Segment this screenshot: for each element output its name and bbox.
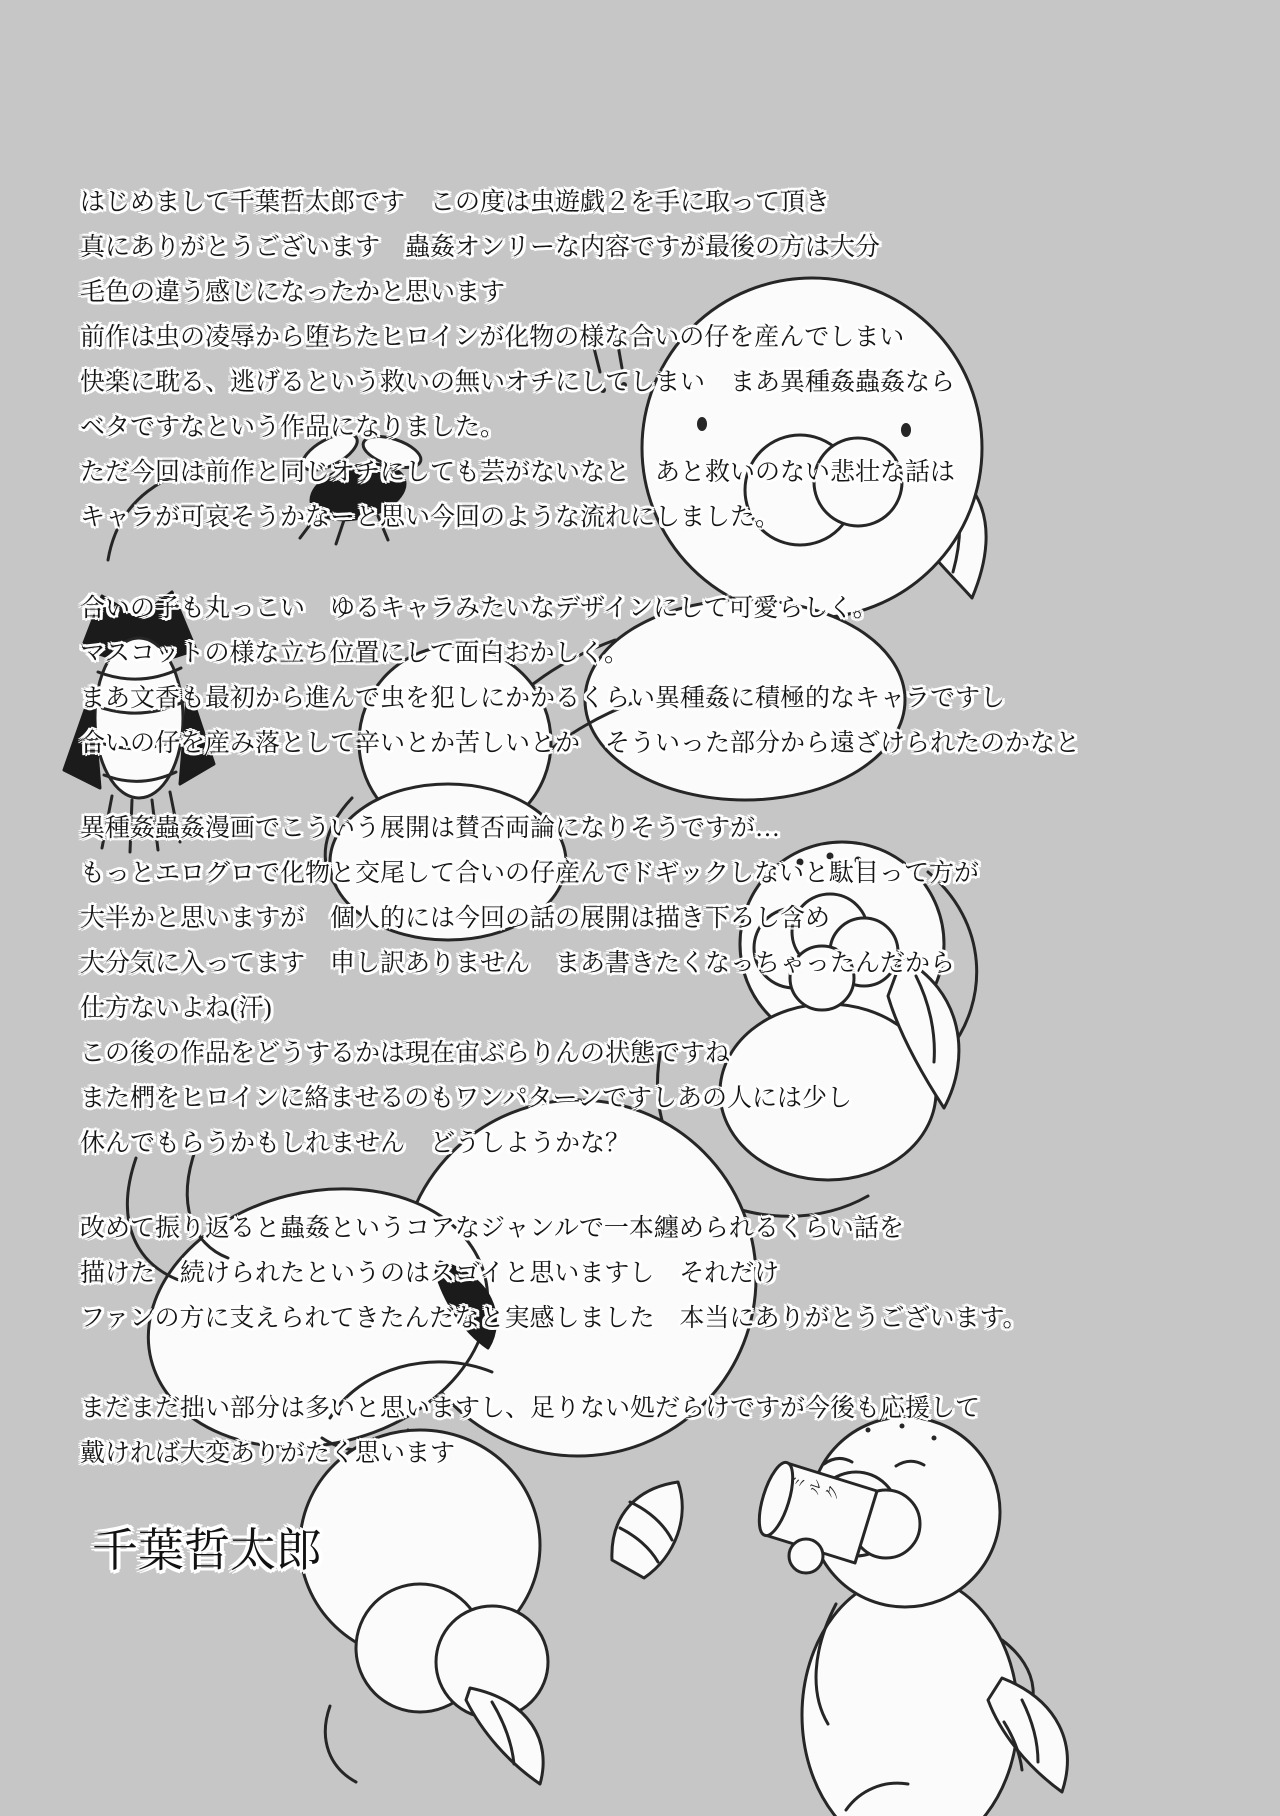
afterword-line: 快楽に耽る、逃げるという救いの無いオチにしてしまい まあ異種姦蟲姦なら (80, 369, 956, 396)
afterword-line: まだまだ拙い部分は多いと思いますし、足りない処だらけですが今後も応援して (80, 1395, 981, 1422)
afterword-line: また椚をヒロインに絡ませるのもワンパターンですしあの人には少し (80, 1085, 853, 1112)
afterword-paragraph-4 (80, 1206, 1028, 1341)
afterword-line: キャラが可哀そうかなーと思い今回のような流れにしました。 (80, 504, 781, 531)
afterword-line: ただ今回は前作と同じオチにしても芸がないなと あと救いのない悲壮な話は (80, 459, 956, 486)
afterword-line: 合いの子も丸っこい ゆるキャラみたいなデザインにして可愛らしく。 (80, 595, 878, 622)
afterword-paragraph-3 (80, 806, 979, 1166)
afterword-line: ベタですなという作品になりました。 (80, 414, 506, 441)
afterword-line: 前作は虫の凌辱から堕ちたヒロインが化物の様な合いの仔を産んでしまい (80, 324, 905, 351)
afterword-line: この後の作品をどうするかは現在宙ぶらりんの状態ですね (80, 1040, 731, 1067)
afterword-line: ファンの方に支えられてきたんだなと実感しました 本当にありがとうございます。 (80, 1305, 1028, 1332)
afterword-paragraph-2 (80, 586, 1080, 766)
afterword-line: 改めて振り返ると蟲姦というコアなジャンルで一本纏められるくらい話を (80, 1215, 904, 1242)
milk-can-label: ミルク (786, 1472, 844, 1505)
author-signature: 千葉哲太郎 (92, 1525, 322, 1576)
afterword-line: 真にありがとうございます 蟲姦オンリーな内容ですが最後の方は大分 (80, 234, 881, 261)
afterword-line: 合いの仔を産み落として辛いとか苦しいとか そういった部分から遠ざけられたのかなと (80, 730, 1081, 757)
afterword-line: 休んでもらうかもしれません どうしようかな？ (80, 1130, 631, 1157)
afterword-line: もっとエログロで化物と交尾して合いの仔産んでドギックしないと駄目って方が (80, 860, 980, 887)
afterword-paragraph-1 (80, 180, 955, 540)
afterword-line: 描けた 続けられたというのはスゴイと思いますし それだけ (80, 1260, 780, 1287)
afterword-line: はじめまして千葉哲太郎です この度は虫遊戯２を手に取って頂き (80, 189, 831, 216)
afterword-line: マスコットの様な立ち位置にして面白おかしく。 (80, 640, 630, 667)
afterword-line: 異種姦蟲姦漫画でこういう展開は賛否両論になりそうですが… (80, 815, 781, 842)
afterword-line: 仕方ないよね(汗) (80, 995, 272, 1022)
afterword-line: まあ文香も最初から進んで虫を犯しにかかるくらい異種姦に積極的なキャラですし (80, 685, 1006, 712)
afterword-line: 毛色の違う感じになったかと思います (80, 279, 506, 306)
afterword-paragraph-5 (80, 1386, 980, 1476)
afterword-line: 大半かと思いますが 個人的には今回の話の展開は描き下ろし含め (80, 905, 831, 932)
afterword-line: 戴ければ大変ありがたく思います (80, 1440, 456, 1467)
afterword-line: 大分気に入ってます 申し訳ありません まあ書きたくなっちゃったんだから (80, 950, 956, 977)
